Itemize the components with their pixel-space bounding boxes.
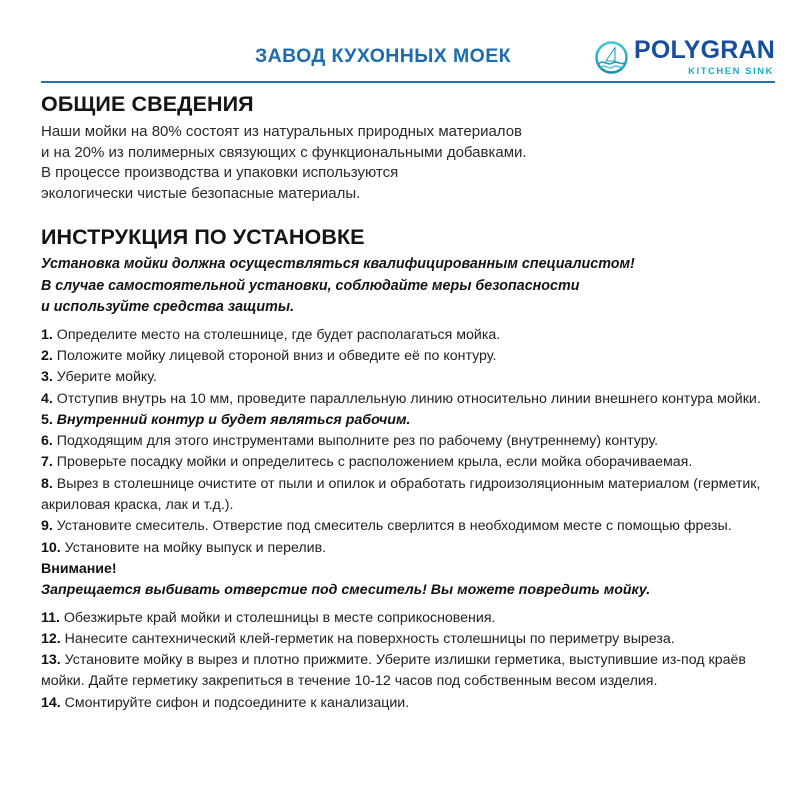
step-item bbox=[41, 367, 763, 388]
step-number: 5. bbox=[41, 411, 57, 428]
installation-lead-line: Установка мойки должна осуществляться квалифицированным специалистом! bbox=[41, 256, 635, 273]
step-item bbox=[41, 431, 763, 452]
step-item bbox=[41, 650, 763, 693]
step-text: Смонтируйте сифон и подсоедините к канализации. bbox=[64, 694, 410, 711]
attention-label: Внимание! bbox=[41, 560, 117, 577]
general-info-line: и на 20% из полимерных связующих с функциональными добавками. bbox=[41, 143, 527, 161]
step-number: 9. bbox=[41, 518, 57, 535]
installation-lead-line: В случае самостоятельной установки, соблюдайте меры безопасности bbox=[41, 277, 580, 294]
general-info-line: В процессе производства и упаковки используются bbox=[41, 164, 399, 182]
step-text: Отступив внутрь на 10 мм, проведите параллельную линию относительно линии внешнего контура мойки. bbox=[56, 390, 761, 407]
step-text: Внутренний контур и будет являться рабочим. bbox=[56, 411, 411, 428]
step-number: 1. bbox=[41, 326, 57, 343]
step-item bbox=[41, 693, 763, 714]
header-divider bbox=[41, 81, 775, 83]
step-text: Обезжирьте край мойки и столешницы в месте соприкосновения. bbox=[63, 609, 496, 626]
step-item bbox=[41, 452, 763, 473]
step-number: 4. bbox=[41, 390, 57, 407]
installation-lead bbox=[41, 254, 763, 319]
step-number: 6. bbox=[41, 433, 57, 450]
step-item bbox=[41, 325, 763, 346]
page-header bbox=[41, 34, 775, 80]
installation-steps-list-continued bbox=[41, 608, 763, 714]
step-text: Уберите мойку. bbox=[56, 369, 157, 386]
attention-text: Запрещается выбивать отверстие под смеситель! Вы можете повредить мойку. bbox=[41, 582, 651, 599]
step-text: Нанесите сантехнический клей-герметик на поверхность столешницы по периметру выреза. bbox=[64, 630, 675, 647]
general-info-line: Наши мойки на 80% состоят из натуральных природных материалов bbox=[41, 123, 523, 141]
installation-lead-line: и используйте средства защиты. bbox=[41, 299, 295, 316]
general-info-heading: ОБЩИЕ СВЕДЕНИЯ bbox=[41, 92, 254, 116]
step-text: Положите мойку лицевой стороной вниз и обведите её по контуру. bbox=[56, 347, 497, 364]
step-item bbox=[41, 410, 763, 431]
step-text: Вырез в столешнице очистите от пыли и опилок и обработать гидроизоляционным материалом (герметик, акриловая краска, лак и т.д.). bbox=[41, 475, 761, 514]
step-number: 12. bbox=[41, 630, 65, 647]
brand-logo bbox=[595, 35, 775, 79]
step-number: 14. bbox=[41, 694, 65, 711]
step-number: 10. bbox=[41, 539, 65, 556]
installation-steps-list bbox=[41, 325, 763, 559]
brand-logo-text bbox=[634, 38, 775, 75]
step-number: 2. bbox=[41, 347, 57, 364]
step-number: 7. bbox=[41, 454, 57, 471]
step-text: Подходящим для этого инструментами выполните рез по рабочему (внутреннему) контуру. bbox=[56, 433, 659, 450]
step-item bbox=[41, 629, 763, 650]
brand-tagline: KITCHEN SINK bbox=[688, 65, 774, 77]
step-number: 3. bbox=[41, 369, 57, 386]
step-item bbox=[41, 608, 763, 629]
step-number: 13. bbox=[41, 652, 65, 669]
installation-heading: ИНСТРУКЦИЯ ПО УСТАНОВКЕ bbox=[41, 225, 365, 250]
step-number: 8. bbox=[41, 475, 57, 492]
step-text: Установите смеситель. Отверстие под смеситель сверлится в необходимом месте с помощью фрезы. bbox=[56, 518, 732, 535]
step-text: Определите место на столешнице, где будет располагаться мойка. bbox=[56, 326, 501, 343]
step-text: Проверьте посадку мойки и определитесь с расположением крыла, если мойка оборачиваемая. bbox=[56, 454, 693, 471]
brand-wordmark: POLYGRAN bbox=[634, 36, 775, 65]
step-item bbox=[41, 516, 763, 537]
step-item bbox=[41, 474, 763, 517]
general-info-line: экологически чистые безопасные материалы. bbox=[41, 184, 361, 202]
step-text: Установите на мойку выпуск и перелив. bbox=[64, 539, 327, 556]
step-item bbox=[41, 538, 763, 559]
step-text: Установите мойку в вырез и плотно прижмите. Уберите излишки герметика, выступившие из-под краёв мойки. Дайте герметику закрепиться в течение 10-12 часов под собственным весом изделия. bbox=[41, 652, 746, 690]
step-number: 11. bbox=[41, 609, 64, 626]
step-item bbox=[41, 389, 763, 410]
step-item bbox=[41, 346, 763, 367]
document-content bbox=[41, 92, 763, 714]
general-info-paragraphs bbox=[41, 122, 763, 204]
polygran-sail-wave-logo-icon bbox=[595, 41, 628, 74]
page-title: ЗАВОД КУХОННЫХ МОЕК bbox=[255, 45, 511, 68]
